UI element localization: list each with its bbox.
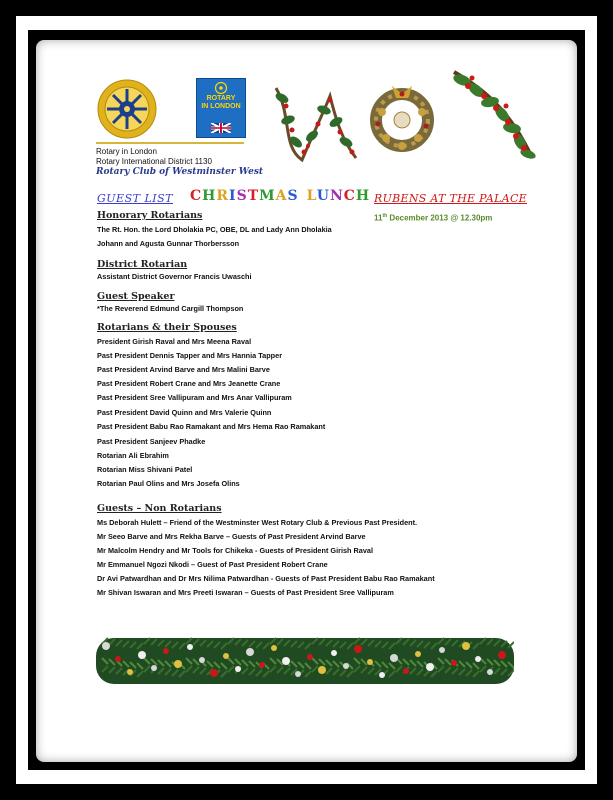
pine-garland-banner bbox=[96, 632, 514, 690]
ornament bbox=[498, 651, 506, 659]
christmas-wreath-illustration bbox=[366, 72, 438, 162]
club-name: Rotary Club of Westminster West bbox=[96, 167, 264, 177]
ornament bbox=[415, 651, 421, 657]
ornament bbox=[451, 660, 457, 666]
holly-corner-garland-illustration bbox=[448, 66, 536, 166]
list-item: Past President Arvind Barve and Mrs Malini Barve bbox=[97, 365, 270, 374]
badge-text bbox=[197, 95, 245, 111]
ornament bbox=[426, 663, 434, 671]
ornament bbox=[151, 665, 157, 671]
venue-title: RUBENS AT THE PALACE bbox=[374, 192, 527, 205]
rotary-small-wheel-icon bbox=[213, 82, 229, 94]
title-letter: N bbox=[329, 188, 344, 204]
list-item: Past President David Quinn and Mrs Valerie Quinn bbox=[97, 408, 272, 417]
ornament bbox=[235, 666, 241, 672]
ornament bbox=[115, 656, 121, 662]
list-item: Mr Malcolm Hendry and Mr Tools for Chikeka - Guests of President Girish Raval bbox=[97, 546, 373, 555]
ornament bbox=[187, 644, 193, 650]
ornament bbox=[379, 672, 385, 678]
union-flag-icon bbox=[211, 123, 231, 133]
rotary-wheel-logo bbox=[96, 78, 158, 140]
list-item: Past President Sree Vallipuram and Mrs Anar Vallipuram bbox=[97, 393, 292, 402]
ornament bbox=[102, 642, 110, 650]
list-item: Dr Avi Patwardhan and Dr Mrs Nilima Patwardhan - Guests of Past President Babu Rao Ramakant bbox=[97, 574, 435, 583]
heading-rotarians-spouses: Rotarians & their Spouses bbox=[97, 322, 237, 333]
ornament bbox=[367, 659, 373, 665]
badge-line1: ROTARY bbox=[206, 95, 236, 102]
ornament bbox=[487, 669, 493, 675]
list-item: Rotarian Miss Shivani Patel bbox=[97, 465, 193, 474]
list-item: *The Reverend Edmund Cargill Thompson bbox=[97, 304, 244, 313]
title-letter: C bbox=[190, 188, 203, 204]
event-date bbox=[374, 213, 492, 223]
title-letter: H bbox=[202, 188, 217, 204]
title-letter: S bbox=[236, 188, 248, 204]
title-letter: R bbox=[216, 188, 230, 204]
list-item: Rotarian Paul Olins and Mrs Josefa Olins bbox=[97, 479, 240, 488]
ornament bbox=[138, 651, 146, 659]
ornament bbox=[163, 648, 169, 654]
club-line-1: Rotary in London bbox=[96, 147, 157, 156]
list-item: Past President Babu Rao Ramakant and Mrs Hema Rao Ramakant bbox=[97, 422, 326, 431]
ornament bbox=[282, 657, 290, 665]
rotary-in-london-badge bbox=[196, 78, 246, 138]
ornament bbox=[390, 654, 398, 662]
list-item: The Rt. Hon. the Lord Dholakia PC, OBE, DL and Lady Ann Dholakia bbox=[97, 225, 332, 234]
ornament bbox=[331, 650, 337, 656]
title-letter: I bbox=[229, 188, 237, 204]
heading-district-rotarian: District Rotarian bbox=[97, 259, 188, 270]
christmas-word bbox=[190, 188, 299, 204]
list-item: Mr Shivan Iswaran and Mrs Preeti Iswaran – Guests of Past President Sree Vallipuram bbox=[97, 588, 394, 597]
title-letter: C bbox=[343, 188, 356, 204]
list-item: Past President Sanjeev Phadke bbox=[97, 437, 206, 446]
ornament bbox=[439, 647, 445, 653]
header-rule bbox=[96, 142, 244, 144]
christmas-lunch-title bbox=[190, 188, 370, 204]
title-letter: L bbox=[306, 188, 317, 204]
ornament bbox=[354, 645, 362, 653]
ornament bbox=[343, 663, 349, 669]
heading-guest-speaker: Guest Speaker bbox=[97, 291, 175, 302]
ornament bbox=[210, 669, 218, 677]
date-day: 11 bbox=[374, 213, 383, 223]
list-item: Past President Robert Crane and Mrs Jeanette Crane bbox=[97, 379, 281, 388]
guest-list-title: GUEST LIST bbox=[97, 192, 173, 205]
ornament bbox=[127, 669, 133, 675]
badge-line2: IN LONDON bbox=[201, 103, 241, 110]
ornament bbox=[475, 656, 481, 662]
ornament bbox=[307, 654, 313, 660]
ornament bbox=[318, 666, 326, 674]
ornament bbox=[246, 648, 254, 656]
heading-honorary-rotarians: Honorary Rotarians bbox=[97, 210, 203, 221]
ornament bbox=[403, 668, 409, 674]
ornament bbox=[259, 662, 265, 668]
date-suffix: th bbox=[382, 213, 388, 219]
title-letter: U bbox=[316, 188, 330, 204]
title-letter: A bbox=[275, 188, 288, 204]
ornament bbox=[199, 657, 205, 663]
list-item: Assistant District Governor Francis Uwaschi bbox=[97, 272, 252, 281]
heading-guests-non-rotarians: Guests – Non Rotarians bbox=[97, 503, 222, 514]
list-item: Rotarian Ali Ebrahim bbox=[97, 451, 169, 460]
ornament bbox=[174, 660, 182, 668]
ornament bbox=[271, 645, 277, 651]
ornament bbox=[462, 642, 470, 650]
holly-garland-illustration bbox=[272, 76, 360, 166]
ornament bbox=[223, 653, 229, 659]
title-letter: T bbox=[247, 188, 260, 204]
date-rest: December 2013 @ 12.30pm bbox=[387, 213, 493, 223]
lunch-word bbox=[307, 188, 370, 204]
title-letter: S bbox=[287, 188, 299, 204]
club-line-2: Rotary International District 1130 bbox=[96, 157, 212, 166]
list-item: Past President Dennis Tapper and Mrs Hannia Tapper bbox=[97, 351, 283, 360]
list-item: Mr Seeo Barve and Mrs Rekha Barve – Guests of Past President Arvind Barve bbox=[97, 532, 366, 541]
list-item: Ms Deborah Hulett – Friend of the Westminster West Rotary Club & Previous Past President. bbox=[97, 518, 418, 527]
list-item: President Girish Raval and Mrs Meena Raval bbox=[97, 337, 252, 346]
list-item: Mr Emmanuel Ngozi Nkodi – Guest of Past President Robert Crane bbox=[97, 560, 328, 569]
title-letter: H bbox=[355, 188, 371, 204]
list-item: Johann and Agusta Gunnar Thorbersson bbox=[97, 239, 240, 248]
title-letter: M bbox=[259, 188, 276, 204]
ornament bbox=[295, 671, 301, 677]
